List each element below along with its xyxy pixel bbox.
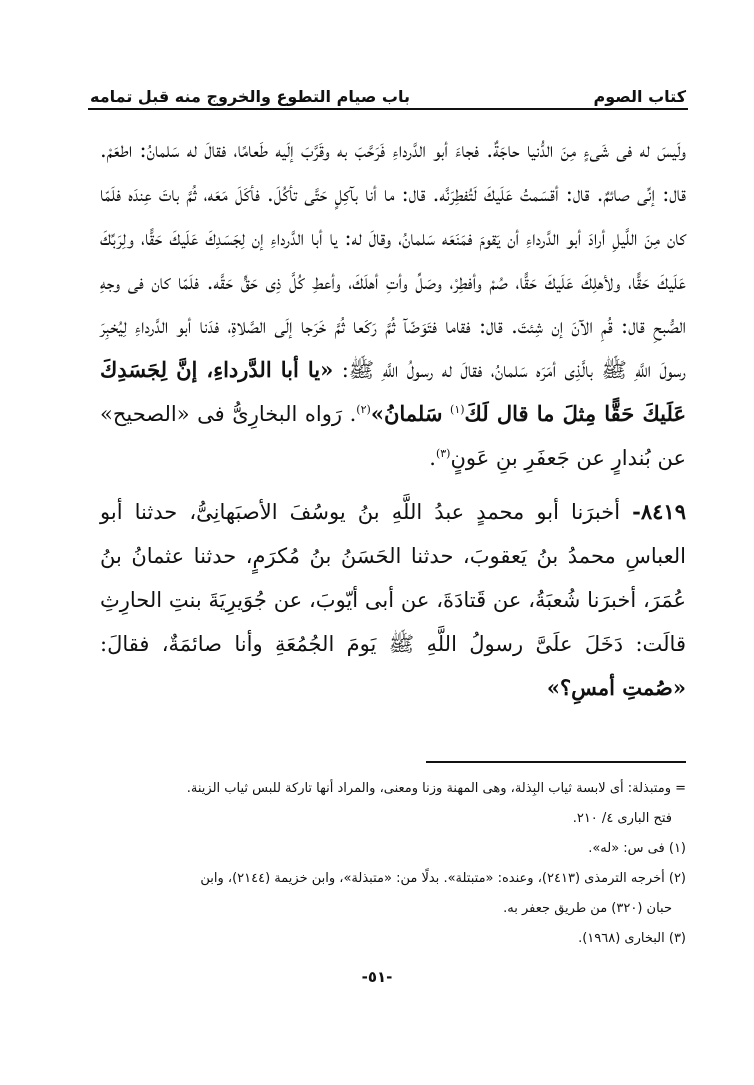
footnote-marker-2: (٢) <box>356 403 371 416</box>
footnote-continuation-line-2: فتح البارى ٤/ ٢١٠. <box>572 811 672 826</box>
header-divider <box>88 108 688 110</box>
paragraph-1-tail: . رَواه البخارِىُّ فى «الصحيح» عن بُندارٍ عن جَعفَرِ بنِ عَونٍ <box>100 402 686 470</box>
paragraph-1-end: . <box>429 446 436 470</box>
running-header <box>90 72 686 106</box>
chapter-title: باب صيام التطوع والخروج منه قبل تمامه <box>90 87 410 106</box>
book-title: كتاب الصوم <box>593 87 686 106</box>
footnote-marker-3: (٣) <box>435 447 451 460</box>
page-number: -٥١- <box>361 968 393 986</box>
prophetic-quote-1-end: سَلمانُ» <box>370 401 443 426</box>
hadith-number: ٨٤١٩- <box>632 499 686 524</box>
footnote-2-line-1: (٢) أخرجه الترمذى (٢٤١٣)، وعنده: «متبتلة». بدلًا من: «متبذلة»، وابن خزيمة (٢١٤٤)، وابن <box>200 871 686 886</box>
footnote-continuation-line-1: = ومتبذلة: أى لابسة ثياب البِذلة، وهى المهنة وزنا ومعنى، والمراد أنها تاركة للبس ثياب الزينة. <box>186 781 686 796</box>
main-text <box>100 128 686 710</box>
footnote-divider <box>426 761 686 763</box>
footnote-1: (١) فى س: «له». <box>588 841 686 856</box>
paragraph-1-text: ولَيسَ له فى شَىءٍ مِنَ الدُّنيا حاجَةٌ. فجاءَ أبو الدَّرداءِ فَرَحَّبَ به وقَرَّبَ إلَيه طَعامًا، فقالَ له سَلمانُ: اطعَمْ. قال: إنِّى صائمٌ. قال: أقسَمتُ عَلَيكَ لَتُفطِرَنَّه. قال: ما أنا بآكِلٍ حَتَّى تأكُلَ. فأكَلَ مَعَه، ثُمَّ باتَ عِندَه فلَمّا كان مِنَ اللَّيلِ أرادَ أبو الدَّرداءِ أن يَقومَ فمَنَعَه سَلمانُ، وقالَ له: يا أبا الدَّرداءِ إن لِجَسَدِكَ عَلَيكَ حَقًّا، ولِرَبِّكَ عَلَيكَ حَقًّا، ولأهلِكَ عَلَيكَ حَقًّا، صُمْ وأفطِرْ، وصَلِّ وأتِ أهلَكَ، وأعطِ كُلَّ ذِى حَقٍّ حَقَّه. فلَمّا كان فى وجهِ الصُّبحِ قال: قُمِ الآنَ إن شِئتَ. قال: فقاما فتَوَضّآ ثُمَّ رَكَعا ثُمَّ خَرَجا إلَى الصَّلاةِ، فدَنا أبو الدَّرداءِ لِيُخبِرَ رسولَ اللَّهِ ﷺ بالَّذِى أمَرَه سَلمانُ، فقالَ له رسولُ اللَّهِ ﷺ: <box>100 138 687 382</box>
paragraph-2 <box>100 490 686 710</box>
paragraph-1 <box>100 128 686 480</box>
prophetic-quote-2: «صُمتِ أمسِ؟» <box>546 675 686 700</box>
footnote-2-line-2: حبان (٣٢٠) من طريق جعفر به. <box>503 901 672 916</box>
footnote-marker-1: (١) <box>450 403 465 416</box>
prophetic-quote-1: «يا أبا الدَّرداءِ، إنَّ لِجَسَدِكَ عَلَيكَ حَقًّا مِثلَ ما قال لَكَ <box>100 357 686 426</box>
footnotes <box>100 774 686 954</box>
footnote-3: (٣) البخارى (١٩٦٨). <box>578 931 686 946</box>
paragraph-2-text: أخبرَنا أبو محمدٍ عبدُ اللَّهِ بنُ يوسُفَ الأصبَهانِىُّ، حدثنا أبو العباسِ محمدُ بنُ يَعقوبَ، حدثنا الحَسَنُ بنُ مُكرَمٍ، حدثنا عثمانُ بنُ عُمَرَ، أخبرَنا شُعبَةُ، عن قَتادَةَ، عن أبى أيّوبَ، عن جُوَيرِيَةَ بنتِ الحارِثِ قالَت: دَخَلَ علَىَّ رسولُ اللَّهِ ﷺ يَومَ الجُمُعَةِ وأنا صائمَةٌ، فقالَ: <box>100 500 686 656</box>
